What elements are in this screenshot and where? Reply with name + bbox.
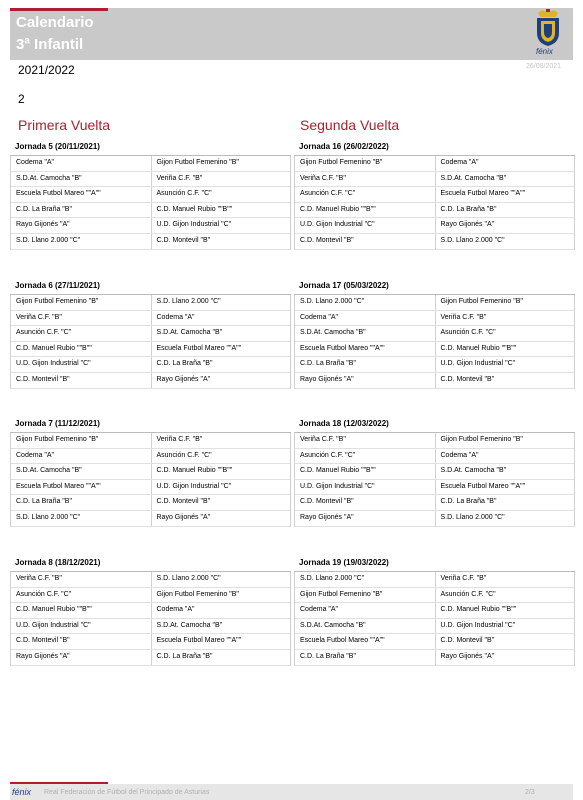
match-row bbox=[11, 172, 290, 188]
home-team: Rayo Gijonés "A" bbox=[16, 221, 70, 229]
match-row bbox=[11, 480, 290, 496]
away-team: Asunción C.F. "C" bbox=[151, 187, 291, 202]
page-subtitle: 3ª Infantil bbox=[16, 36, 84, 53]
home-team: S.D.At. Camocha "B" bbox=[16, 467, 82, 475]
match-row bbox=[295, 464, 574, 480]
away-team: C.D. Montevil "B" bbox=[435, 373, 575, 388]
away-team: Escuela Futbol Mareo ""A"" bbox=[435, 480, 575, 495]
away-team: U.D. Gijon Industrial "C" bbox=[151, 480, 291, 495]
match-row bbox=[11, 203, 290, 219]
home-team: Asunción C.F. "C" bbox=[300, 451, 356, 459]
jornada-block bbox=[10, 139, 291, 250]
away-team: Gijon Futbol Femenino "B" bbox=[435, 433, 575, 448]
jornada-block bbox=[10, 278, 291, 389]
primera-vuelta-heading: Primera Vuelta bbox=[18, 117, 111, 133]
away-team: Rayo Gijonés "A" bbox=[435, 218, 575, 233]
jornada-title: Jornada 5 (20/11/2021) bbox=[10, 139, 291, 156]
away-team: S.D.At. Camocha "B" bbox=[435, 464, 575, 479]
match-list bbox=[10, 156, 291, 250]
home-team: C.D. Montevil "B" bbox=[16, 375, 70, 383]
match-row bbox=[295, 433, 574, 449]
match-row bbox=[11, 464, 290, 480]
home-team: C.D. Manuel Rubio ""B"" bbox=[300, 467, 376, 475]
home-team: Escuela Futbol Mareo ""A"" bbox=[16, 482, 101, 490]
match-row bbox=[11, 295, 290, 311]
match-row bbox=[295, 449, 574, 465]
footer-page-number: 2/3 bbox=[525, 789, 535, 796]
away-team: Codema "A" bbox=[151, 311, 291, 326]
away-team: Asunción C.F. "C" bbox=[151, 449, 291, 464]
away-team: C.D. Montevil "B" bbox=[151, 234, 291, 249]
season-label: 2021/2022 bbox=[18, 63, 75, 77]
away-team: U.D. Gijon Industrial "C" bbox=[435, 619, 575, 634]
match-row bbox=[295, 511, 574, 527]
match-row bbox=[295, 311, 574, 327]
match-row bbox=[295, 187, 574, 203]
away-team: U.D. Gijon Industrial "C" bbox=[151, 218, 291, 233]
away-team: S.D. Llano 2.000 "C" bbox=[151, 295, 291, 310]
jornada-block bbox=[10, 555, 291, 666]
federation-shield-icon bbox=[532, 9, 564, 47]
away-team: C.D. Manuel Rubio ""B"" bbox=[151, 464, 291, 479]
home-team: S.D.At. Camocha "B" bbox=[300, 329, 366, 337]
home-team: S.D.At. Camocha "B" bbox=[300, 621, 366, 629]
away-team: Veriña C.F. "B" bbox=[151, 172, 291, 187]
home-team: Rayo Gijonés "A" bbox=[300, 375, 354, 383]
home-team: Gijon Futbol Femenino "B" bbox=[300, 590, 383, 598]
home-team: U.D. Gijon Industrial "C" bbox=[16, 621, 91, 629]
logo-wordmark: fénix bbox=[536, 47, 553, 56]
jornada-block bbox=[294, 555, 575, 666]
match-list bbox=[10, 295, 291, 389]
match-row bbox=[295, 650, 574, 666]
jornada-title: Jornada 8 (18/12/2021) bbox=[10, 555, 291, 572]
away-team: Veriña C.F. "B" bbox=[435, 311, 575, 326]
match-row bbox=[295, 480, 574, 496]
away-team: S.D. Llano 2.000 "C" bbox=[435, 234, 575, 249]
match-row bbox=[11, 650, 290, 666]
match-list bbox=[294, 572, 575, 666]
match-row bbox=[11, 187, 290, 203]
away-team: Codema "A" bbox=[151, 603, 291, 618]
home-team: Veriña C.F. "B" bbox=[16, 313, 62, 321]
home-team: Asunción C.F. "C" bbox=[300, 190, 356, 198]
jornada-title: Jornada 16 (26/02/2022) bbox=[294, 139, 575, 156]
away-team: Veriña C.F. "B" bbox=[435, 572, 575, 587]
away-team: Codema "A" bbox=[435, 156, 575, 171]
home-team: U.D. Gijon Industrial "C" bbox=[300, 221, 375, 229]
away-team: Escuela Futbol Mareo ""A"" bbox=[151, 342, 291, 357]
match-list bbox=[10, 433, 291, 527]
away-team: S.D.At. Camocha "B" bbox=[435, 172, 575, 187]
home-team: Codema "A" bbox=[300, 606, 339, 614]
home-team: S.D.At. Camocha "B" bbox=[16, 174, 82, 182]
away-team: Rayo Gijonés "A" bbox=[435, 650, 575, 665]
header-accent-line bbox=[10, 8, 108, 11]
match-row bbox=[295, 619, 574, 635]
match-row bbox=[11, 603, 290, 619]
away-team: C.D. La Braña "B" bbox=[435, 495, 575, 510]
home-team: Escuela Futbol Mareo ""A"" bbox=[300, 344, 385, 352]
jornada-block bbox=[294, 139, 575, 250]
home-team: Codema "A" bbox=[16, 451, 55, 459]
jornada-title: Jornada 7 (11/12/2021) bbox=[10, 416, 291, 433]
away-team: Codema "A" bbox=[435, 449, 575, 464]
match-row bbox=[11, 449, 290, 465]
match-row bbox=[11, 495, 290, 511]
match-row bbox=[11, 218, 290, 234]
home-team: C.D. La Braña "B" bbox=[300, 360, 356, 368]
match-row bbox=[11, 433, 290, 449]
away-team: Gijon Futbol Femenino "B" bbox=[151, 156, 291, 171]
home-team: Asunción C.F. "C" bbox=[16, 590, 72, 598]
match-row bbox=[11, 588, 290, 604]
segunda-vuelta-heading: Segunda Vuelta bbox=[300, 117, 400, 133]
page-number: 2 bbox=[18, 92, 25, 106]
footer-organization: Real Federación de Fútbol del Principado de Asturias bbox=[44, 789, 210, 796]
home-team: U.D. Gijon Industrial "C" bbox=[16, 360, 91, 368]
home-team: Rayo Gijonés "A" bbox=[16, 652, 70, 660]
home-team: C.D. Montevil "B" bbox=[300, 236, 354, 244]
home-team: Gijon Futbol Femenino "B" bbox=[16, 298, 99, 305]
match-row bbox=[295, 295, 574, 311]
home-team: U.D. Gijon Industrial "C" bbox=[300, 482, 375, 490]
match-row bbox=[11, 357, 290, 373]
match-row bbox=[295, 342, 574, 358]
match-row bbox=[295, 373, 574, 389]
home-team: C.D. Montevil "B" bbox=[16, 637, 70, 645]
home-team: C.D. La Braña "B" bbox=[16, 498, 72, 506]
match-row bbox=[295, 603, 574, 619]
match-row bbox=[11, 234, 290, 250]
home-team: C.D. La Braña "B" bbox=[300, 652, 356, 660]
away-team: U.D. Gijon Industrial "C" bbox=[435, 357, 575, 372]
home-team: C.D. Montevil "B" bbox=[300, 498, 354, 506]
home-team: C.D. La Braña "B" bbox=[16, 205, 72, 213]
jornada-title: Jornada 17 (05/03/2022) bbox=[294, 278, 575, 295]
match-row bbox=[11, 326, 290, 342]
away-team: Rayo Gijonés "A" bbox=[151, 511, 291, 526]
match-row bbox=[295, 495, 574, 511]
match-row bbox=[295, 357, 574, 373]
jornada-title: Jornada 18 (12/03/2022) bbox=[294, 416, 575, 433]
home-team: C.D. Manuel Rubio ""B"" bbox=[16, 344, 92, 352]
home-team: Veriña C.F. "B" bbox=[300, 174, 346, 182]
home-team: Veriña C.F. "B" bbox=[300, 436, 346, 443]
match-row bbox=[11, 373, 290, 389]
match-list bbox=[294, 433, 575, 527]
jornada-block bbox=[294, 278, 575, 389]
footer-logo: fénix bbox=[12, 787, 32, 797]
home-team: Escuela Futbol Mareo ""A"" bbox=[300, 637, 385, 645]
home-team: Veriña C.F. "B" bbox=[16, 575, 62, 582]
away-team: Escuela Futbol Mareo ""A"" bbox=[435, 187, 575, 202]
match-row bbox=[295, 203, 574, 219]
match-row bbox=[11, 311, 290, 327]
match-row bbox=[11, 156, 290, 172]
away-team: Escuela Futbol Mareo ""A"" bbox=[151, 634, 291, 649]
match-row bbox=[11, 634, 290, 650]
match-row bbox=[11, 511, 290, 527]
away-team: S.D. Llano 2.000 "C" bbox=[435, 511, 575, 526]
away-team: Veriña C.F. "B" bbox=[151, 433, 291, 448]
home-team: Escuela Futbol Mareo ""A"" bbox=[16, 190, 101, 198]
match-row bbox=[295, 218, 574, 234]
jornada-title: Jornada 6 (27/11/2021) bbox=[10, 278, 291, 295]
away-team: S.D. Llano 2.000 "C" bbox=[151, 572, 291, 587]
away-team: C.D. La Braña "B" bbox=[151, 357, 291, 372]
home-team: C.D. Manuel Rubio ""B"" bbox=[300, 205, 376, 213]
home-team: C.D. Manuel Rubio ""B"" bbox=[16, 606, 92, 614]
home-team: Gijon Futbol Femenino "B" bbox=[300, 159, 383, 166]
home-team: Gijon Futbol Femenino "B" bbox=[16, 436, 99, 443]
match-row bbox=[295, 326, 574, 342]
home-team: S.D. Llano 2.000 "C" bbox=[300, 575, 365, 582]
away-team: C.D. La Braña "B" bbox=[151, 650, 291, 665]
away-team: Gijon Futbol Femenino "B" bbox=[151, 588, 291, 603]
match-row bbox=[295, 572, 574, 588]
header-band bbox=[10, 8, 573, 60]
away-team: Asunción C.F. "C" bbox=[435, 326, 575, 341]
jornada-title: Jornada 19 (19/03/2022) bbox=[294, 555, 575, 572]
home-team: Codema "A" bbox=[300, 313, 339, 321]
away-team: C.D. Manuel Rubio ""B"" bbox=[151, 203, 291, 218]
away-team: Gijon Futbol Femenino "B" bbox=[435, 295, 575, 310]
jornada-block bbox=[10, 416, 291, 527]
match-row bbox=[295, 172, 574, 188]
match-list bbox=[294, 156, 575, 250]
away-team: Asunción C.F. "C" bbox=[435, 588, 575, 603]
away-team: Rayo Gijonés "A" bbox=[151, 373, 291, 388]
match-row bbox=[11, 619, 290, 635]
home-team: S.D. Llano 2.000 "C" bbox=[16, 236, 81, 244]
print-date: 26/08/2021 bbox=[526, 63, 562, 70]
away-team: C.D. La Braña "B" bbox=[435, 203, 575, 218]
away-team: C.D. Manuel Rubio ""B"" bbox=[435, 603, 575, 618]
jornada-block bbox=[294, 416, 575, 527]
match-list bbox=[294, 295, 575, 389]
away-team: C.D. Manuel Rubio ""B"" bbox=[435, 342, 575, 357]
away-team: S.D.At. Camocha "B" bbox=[151, 326, 291, 341]
home-team: Rayo Gijonés "A" bbox=[300, 513, 354, 521]
away-team: C.D. Montevil "B" bbox=[435, 634, 575, 649]
away-team: C.D. Montevil "B" bbox=[151, 495, 291, 510]
page-title: Calendario bbox=[16, 14, 94, 31]
match-row bbox=[11, 572, 290, 588]
home-team: Codema "A" bbox=[16, 159, 55, 166]
match-row bbox=[295, 156, 574, 172]
away-team: S.D.At. Camocha "B" bbox=[151, 619, 291, 634]
home-team: S.D. Llano 2.000 "C" bbox=[300, 298, 365, 305]
home-team: S.D. Llano 2.000 "C" bbox=[16, 513, 81, 521]
match-row bbox=[295, 234, 574, 250]
home-team: Asunción C.F. "C" bbox=[16, 329, 72, 337]
match-row bbox=[295, 588, 574, 604]
footer-accent-line bbox=[10, 782, 108, 784]
match-row bbox=[295, 634, 574, 650]
match-list bbox=[10, 572, 291, 666]
match-row bbox=[11, 342, 290, 358]
